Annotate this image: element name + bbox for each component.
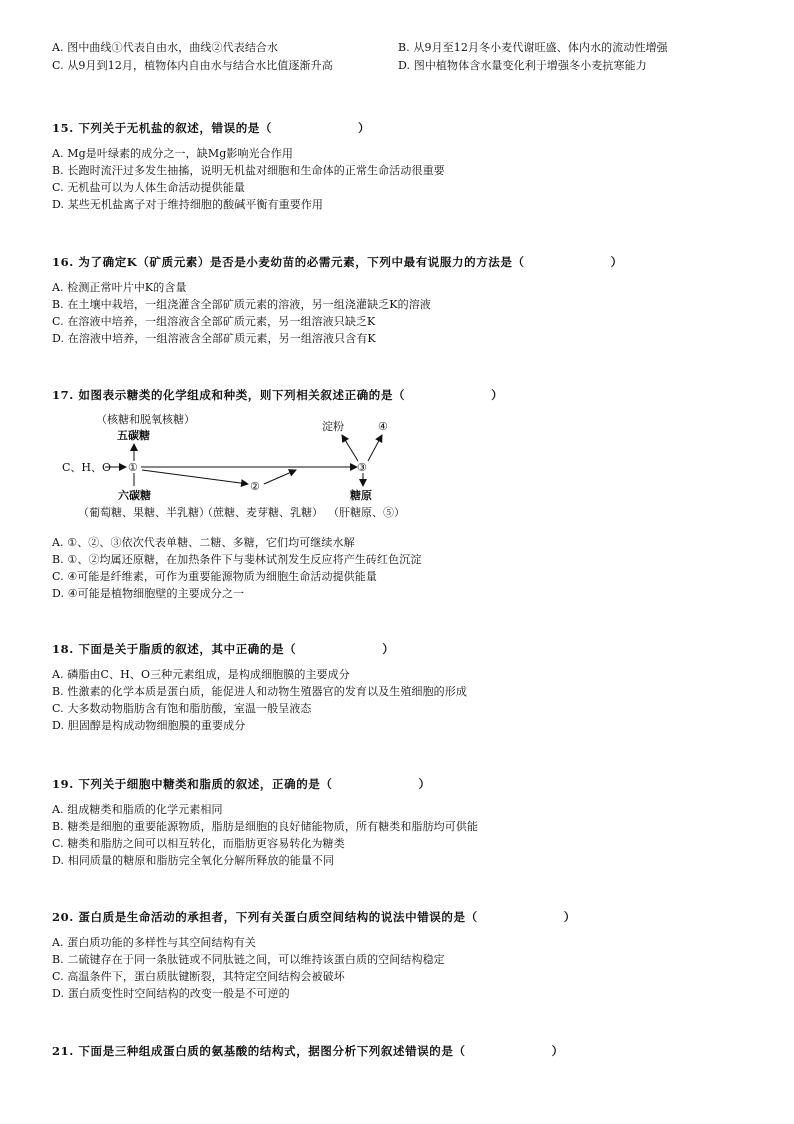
q17-option-c: C. ④可能是纤维素，可作为重要能源物质为细胞生命活动提供能量 [52, 570, 377, 583]
q18-option-a: A. 磷脂由C、H、O三种元素组成，是构成细胞膜的主要成分 [52, 668, 350, 681]
q21-stem [52, 1043, 564, 1059]
q15-stem-close: ） [358, 121, 371, 135]
q18-option-c: C. 大多数动物脂肪含有饱和脂肪酸，室温一般呈液态 [52, 702, 312, 715]
q18-options [52, 667, 467, 733]
q14-option-b: B. 从9月至12月冬小麦代谢旺盛、体内水的流动性增强 [398, 41, 668, 54]
arrow-node1-to-node2 [142, 470, 248, 484]
q17-option-a: A. ①、②、③依次代表单糖、二糖、多糖，它们均可继续水解 [52, 536, 355, 549]
node-2-label: ② [250, 480, 260, 493]
q15-option-c: C. 无机盐可以为人体生命活动提供能量 [52, 181, 245, 194]
q20-option-c: C. 高温条件下，蛋白质肽键断裂，其特定空间结构会被破坏 [52, 970, 345, 983]
q16-stem-text: 16. 为了确定K（矿质元素）是否是小麦幼苗的必需元素，下列中最有说服力的方法是（ [52, 255, 525, 269]
q16-stem-close: ） [610, 255, 623, 269]
q15-options [52, 146, 445, 212]
pentose-examples-label: （核糖和脱氧核糖） [96, 413, 195, 426]
node-3-label: ③ [357, 461, 367, 474]
q19-stem [52, 776, 431, 792]
q14-option-a: A. 图中曲线①代表自由水，曲线②代表结合水 [52, 41, 279, 54]
q16-option-a: A. 检测正常叶片中K的含量 [52, 281, 187, 294]
q16-option-b: B. 在土壤中栽培，一组浇灌含全部矿质元素的溶液，另一组浇灌缺乏K的溶液 [52, 298, 431, 311]
q15-option-a: A. Mg是叶绿素的成分之一，缺Mg影响光合作用 [52, 147, 293, 160]
q19-stem-text: 19. 下列关于细胞中糖类和脂质的叙述，正确的是（ [52, 777, 333, 791]
hexose-label: 六碳糖 [118, 489, 151, 502]
arrow-node2-to-mainline [264, 470, 296, 484]
q16-options [52, 280, 431, 346]
q16-option-d: D. 在溶液中培养，一组溶液含全部矿质元素，另一组溶液只含有K [52, 332, 376, 345]
q19-option-b: B. 糖类是细胞的重要能源物质，脂肪是细胞的良好储能物质，所有糖类和脂肪均可供能 [52, 820, 479, 833]
q15-stem-text: 15. 下列关于无机盐的叙述，错误的是（ [52, 121, 273, 135]
q20-stem-text: 20. 蛋白质是生命活动的承担者，下列有关蛋白质空间结构的说法中错误的是（ [52, 910, 478, 924]
polysaccharide-examples-label: （肝糖原、⑤） [328, 506, 405, 519]
q19-stem-close: ） [418, 777, 431, 791]
q15-option-d: D. 某些无机盐离子对于维持细胞的酸碱平衡有重要作用 [52, 198, 324, 211]
glycogen-label: 糖原 [350, 489, 372, 502]
elements-label: C、H、O [62, 461, 112, 474]
q16-option-c: C. 在溶液中培养，一组溶液含全部矿质元素，另一组溶液只缺乏K [52, 315, 376, 328]
q17-stem [52, 387, 503, 403]
q15-option-b: B. 长跑时流汗过多发生抽搐，说明无机盐对细胞和生命体的正常生命活动很重要 [52, 164, 445, 177]
q15-stem [52, 120, 370, 136]
q17-option-b: B. ①、②均属还原糖，在加热条件下与斐林试剂发生反应将产生砖红色沉淀 [52, 553, 422, 566]
pentose-label: 五碳糖 [117, 429, 150, 442]
hexose-examples-label: （葡萄糖、果糖、半乳糖） [78, 506, 210, 519]
q16-stem [52, 254, 623, 270]
q18-option-b: B. 性激素的化学本质是蛋白质，能促进人和动物生殖器官的发育以及生殖细胞的形成 [52, 685, 467, 698]
q20-option-b: B. 二硫键存在于同一条肽链或不同肽链之间，可以维持该蛋白质的空间结构稳定 [52, 953, 445, 966]
q17-option-d: D. ④可能是植物细胞壁的主要成分之一 [52, 587, 245, 600]
q21-stem-close: ） [551, 1044, 564, 1058]
q18-option-d: D. 胆固醇是构成动物细胞膜的重要成分 [52, 719, 246, 732]
q18-stem-text: 18. 下面是关于脂质的叙述，其中正确的是（ [52, 642, 297, 656]
q19-option-d: D. 相同质量的糖原和脂肪完全氧化分解所释放的能量不同 [52, 854, 335, 867]
q14-option-d: D. 图中植物体含水量变化利于增强冬小麦抗寒能力 [398, 59, 647, 72]
q17-options [52, 535, 421, 601]
q20-option-a: A. 蛋白质功能的多样性与其空间结构有关 [52, 936, 256, 949]
q20-stem [52, 909, 576, 925]
node-4-label: ④ [378, 420, 388, 433]
disaccharide-examples-label: （蔗糖、麦芽糖、乳糖） [202, 506, 323, 519]
q19-option-a: A. 组成糖类和脂质的化学元素相同 [52, 803, 223, 816]
carbohydrate-diagram [52, 410, 472, 525]
q18-stem [52, 641, 394, 657]
arrow-node3-to-starch [342, 435, 358, 461]
q20-option-d: D. 蛋白质变性时空间结构的改变一般是不可逆的 [52, 987, 290, 1000]
q21-stem-text: 21. 下面是三种组成蛋白质的氨基酸的结构式，据图分析下列叙述错误的是（ [52, 1044, 466, 1058]
node-1-label: ① [128, 461, 138, 474]
q19-options [52, 802, 478, 868]
q20-stem-close: ） [563, 910, 576, 924]
q19-option-c: C. 糖类和脂肪之间可以相互转化，而脂肪更容易转化为糖类 [52, 837, 345, 850]
q20-options [52, 935, 445, 1001]
starch-label: 淀粉 [322, 420, 344, 433]
q17-stem-close: ） [491, 388, 504, 402]
q18-stem-close: ） [382, 642, 395, 656]
q17-stem-text: 17. 如图表示糖类的化学组成和种类，则下列相关叙述正确的是（ [52, 388, 406, 402]
q14-option-c: C. 从9月到12月，植物体内自由水与结合水比值逐渐升高 [52, 59, 333, 72]
arrow-node3-to-node4 [368, 435, 382, 461]
